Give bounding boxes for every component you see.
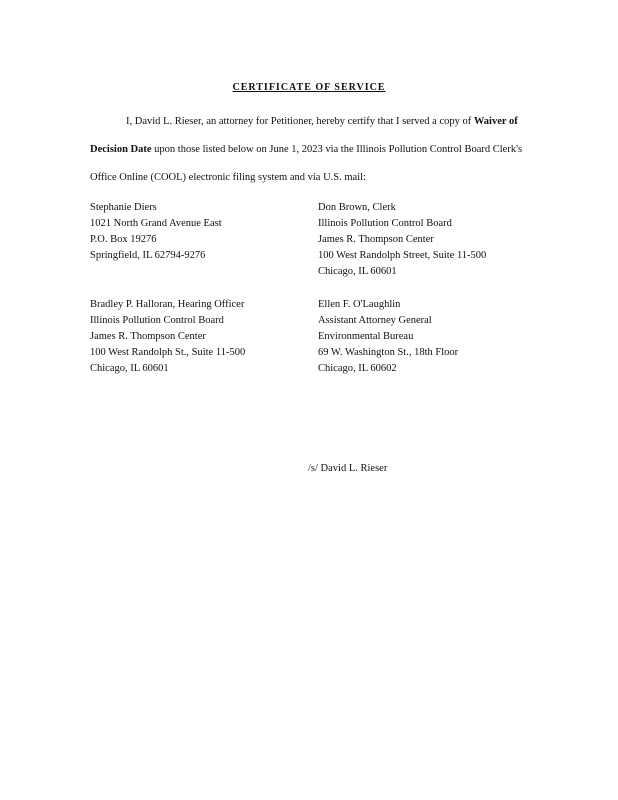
address-line: Illinois Pollution Control Board xyxy=(90,315,224,326)
address-line: Environmental Bureau xyxy=(318,331,414,342)
address-line: 69 W. Washington St., 18th Floor xyxy=(318,347,459,358)
address-line: Bradley P. Halloran, Hearing Officer xyxy=(90,299,245,310)
recipient-address-3 xyxy=(90,297,245,377)
document-title: CERTIFICATE OF SERVICE xyxy=(232,82,386,93)
certification-rest: upon those listed below on June 1, 2023 via the Illinois Pollution Control Board Clerk's Office Online (COOL) electronic filing system and via U.S. mail: xyxy=(90,144,523,183)
address-line: Chicago, IL 60601 xyxy=(318,266,397,277)
address-line: Chicago, IL 60601 xyxy=(90,363,169,374)
recipient-address-1 xyxy=(90,200,222,264)
recipient-address-2 xyxy=(318,200,486,280)
address-line: Springfield, IL 62794-9276 xyxy=(90,250,206,261)
address-line: James R. Thompson Center xyxy=(318,234,434,245)
address-line: 100 West Randolph Street, Suite 11-500 xyxy=(318,250,487,261)
address-line: Chicago, IL 60602 xyxy=(318,363,397,374)
certification-paragraph xyxy=(90,108,530,192)
address-line: 100 West Randolph St., Suite 11-500 xyxy=(90,347,246,358)
served-document-name: Waiver of Decision Date xyxy=(90,116,518,155)
recipient-address-4 xyxy=(318,297,458,377)
address-line: Stephanie Diers xyxy=(90,202,157,213)
address-line: Assistant Attorney General xyxy=(318,315,432,326)
address-line: 1021 North Grand Avenue East xyxy=(90,218,222,229)
signature-line: /s/ David L. Rieser xyxy=(308,463,388,474)
address-line: P.O. Box 19276 xyxy=(90,234,157,245)
address-line: Don Brown, Clerk xyxy=(318,202,396,213)
certification-intro: I, David L. Rieser, an attorney for Petitioner, hereby certify that I served a copy of xyxy=(126,116,472,127)
address-line: Illinois Pollution Control Board xyxy=(318,218,452,229)
address-line: Ellen F. O'Laughlin xyxy=(318,299,401,310)
address-line: James R. Thompson Center xyxy=(90,331,206,342)
